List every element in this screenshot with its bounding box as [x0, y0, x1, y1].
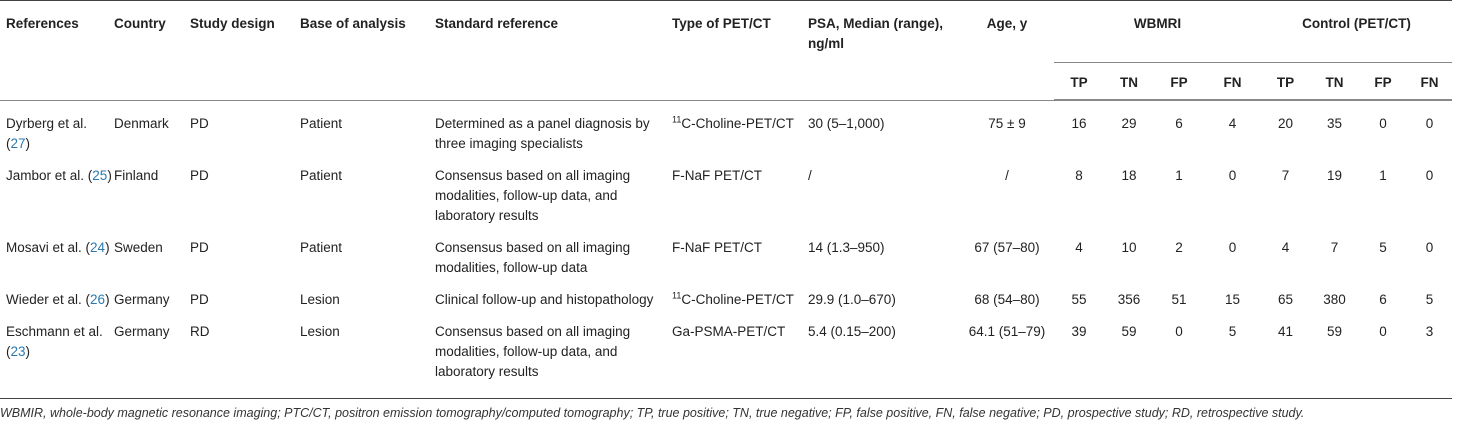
- cell-country: Germany: [114, 324, 170, 339]
- cell-reference: Mosavi et al. (24): [6, 240, 110, 255]
- cell-pet-type: [672, 227, 808, 279]
- cell-wbmri-tn: 10: [1121, 240, 1137, 255]
- header-wbmri: WBMRI: [1054, 1, 1261, 63]
- cell-pet-type: [672, 311, 808, 383]
- cell-control-fp: 6: [1379, 292, 1387, 307]
- cell-reference: Eschmann et al. (23): [6, 324, 103, 359]
- reference-link[interactable]: 23: [10, 344, 26, 359]
- cell-control-fp: 1: [1379, 168, 1387, 183]
- cell-base: Patient: [300, 240, 343, 255]
- reference-name: Mosavi et al.: [6, 240, 82, 255]
- cell-base: Patient: [300, 168, 343, 183]
- pet-type-text: C-Choline-PET/CT: [681, 292, 794, 307]
- isotope-superscript: 11: [672, 114, 682, 125]
- cell-design: RD: [190, 324, 210, 339]
- cell-base: Lesion: [300, 292, 340, 307]
- cell-base: Lesion: [300, 324, 340, 339]
- cell-wbmri-tn: 356: [1117, 292, 1141, 307]
- cell-design: PD: [190, 292, 209, 307]
- reference-link[interactable]: 24: [90, 240, 106, 255]
- cell-control-fn: 3: [1425, 324, 1434, 339]
- cell-control-fn: 0: [1425, 240, 1434, 255]
- reference-link[interactable]: 27: [10, 136, 26, 151]
- cell-standard: Consensus based on all imaging modalities, follow-up data, and laboratory results: [435, 168, 631, 223]
- cell-wbmri-fn: 4: [1228, 116, 1237, 131]
- cell-control-fn: 0: [1425, 116, 1434, 131]
- cell-control-tn: 35: [1326, 116, 1343, 131]
- cell-control-tp: 65: [1277, 292, 1294, 307]
- header-wbmri-tp: TP: [1054, 63, 1104, 100]
- reference-name: Eschmann et al.: [6, 324, 103, 339]
- isotope-superscript: 11: [672, 290, 682, 301]
- header-control-tp: TP: [1261, 63, 1310, 100]
- pet-type-text: Ga-PSMA-PET/CT: [672, 324, 786, 339]
- table-row: [0, 311, 1452, 383]
- cell-country: Germany: [114, 292, 170, 307]
- header-wbmri-tn: TN: [1104, 63, 1154, 100]
- cell-control-tp: 20: [1277, 116, 1294, 131]
- cell-pet-type: [672, 101, 808, 156]
- cell-design: PD: [190, 116, 209, 131]
- cell-age: 75 ± 9: [988, 116, 1026, 131]
- header-pet-type: Type of PET/CT: [672, 16, 771, 31]
- cell-age: 68 (54–80): [974, 292, 1040, 307]
- cell-pet-type: [672, 279, 808, 311]
- cell-control-tp: 7: [1281, 168, 1290, 183]
- cell-control-fp: 5: [1379, 240, 1387, 255]
- cell-reference: Dyrberg et al. (27): [6, 116, 88, 151]
- cell-base: Patient: [300, 116, 343, 131]
- header-country: Country: [114, 16, 166, 31]
- cell-control-fp: 0: [1379, 116, 1387, 131]
- cell-control-fp: 0: [1379, 324, 1387, 339]
- cell-control-fn: 0: [1425, 168, 1434, 183]
- cell-wbmri-tp: 8: [1075, 168, 1083, 183]
- pet-type-text: F-NaF PET/CT: [672, 168, 762, 183]
- cell-design: PD: [190, 240, 209, 255]
- cell-control-tn: 380: [1323, 292, 1346, 307]
- table-row: [0, 101, 1452, 156]
- cell-control-tp: 4: [1281, 240, 1290, 255]
- cell-psa: 29.9 (1.0–670): [808, 292, 896, 307]
- cell-design: PD: [190, 168, 209, 183]
- header-control-fp: FP: [1359, 63, 1407, 100]
- header-control: Control (PET/CT): [1261, 1, 1452, 63]
- cell-wbmri-tp: 55: [1071, 292, 1087, 307]
- header-psa: PSA, Median (range), ng/ml: [808, 16, 944, 51]
- cell-wbmri-fn: 5: [1228, 324, 1237, 339]
- cell-control-tn: 59: [1326, 324, 1343, 339]
- cell-standard: Clinical follow-up and histopathology: [435, 292, 654, 307]
- header-wbmri-fp: FP: [1154, 63, 1204, 100]
- cell-control-tp: 41: [1277, 324, 1294, 339]
- table-row: [0, 155, 1452, 227]
- cell-pet-type: [672, 155, 808, 227]
- cell-psa: 14 (1.3–950): [808, 240, 885, 255]
- reference-name: Jambor et al.: [6, 168, 85, 183]
- reference-name: Wieder et al.: [6, 292, 82, 307]
- header-wbmri-fn: FN: [1204, 63, 1261, 100]
- cell-wbmri-tn: 29: [1121, 116, 1137, 131]
- header-control-fn: FN: [1407, 63, 1452, 100]
- pet-type-text: C-Choline-PET/CT: [681, 116, 794, 131]
- cell-control-fn: 5: [1425, 292, 1434, 307]
- cell-wbmri-tn: 59: [1121, 324, 1137, 339]
- header-references: References: [6, 16, 79, 31]
- cell-psa: 5.4 (0.15–200): [808, 324, 896, 339]
- cell-country: Sweden: [114, 240, 163, 255]
- table-row: [0, 279, 1452, 311]
- cell-wbmri-tp: 4: [1075, 240, 1083, 255]
- cell-wbmri-fp: 1: [1175, 168, 1183, 183]
- reference-link[interactable]: 25: [92, 168, 108, 183]
- cell-psa: /: [808, 168, 812, 183]
- header-control-tn: TN: [1310, 63, 1359, 100]
- reference-name: Dyrberg et al.: [6, 116, 88, 131]
- table-footnote: WBMIR, whole-body magnetic resonance imaging; PTC/CT, positron emission tomography/computed tomography; TP, true positive; TN, true negative; FP, false positive, FN, false negative; PD, prospective study; RD, retrospective study.: [0, 406, 1305, 420]
- header-standard: Standard reference: [435, 16, 559, 31]
- cell-age: 64.1 (51–79): [968, 324, 1046, 339]
- pet-type-text: F-NaF PET/CT: [672, 240, 762, 255]
- cell-standard: Determined as a panel diagnosis by three imaging specialists: [435, 116, 650, 151]
- cell-control-tn: 19: [1326, 168, 1343, 183]
- cell-wbmri-fn: 0: [1228, 168, 1237, 183]
- cell-standard: Consensus based on all imaging modalities, follow-up data, and laboratory results: [435, 324, 631, 379]
- cell-wbmri-fp: 0: [1175, 324, 1183, 339]
- cell-wbmri-fp: 2: [1175, 240, 1183, 255]
- header-study-design: Study design: [190, 16, 275, 31]
- cell-wbmri-fn: 15: [1224, 292, 1241, 307]
- header-age: Age, y: [986, 16, 1028, 31]
- cell-wbmri-fp: 6: [1175, 116, 1183, 131]
- cell-psa: 30 (5–1,000): [808, 116, 885, 131]
- cell-age: /: [1005, 168, 1009, 183]
- cell-reference: Jambor et al. (25): [6, 168, 112, 183]
- header-row-1: [0, 1, 1452, 63]
- reference-link[interactable]: 26: [90, 292, 106, 307]
- cell-wbmri-fn: 0: [1228, 240, 1237, 255]
- table-row: [0, 227, 1452, 279]
- cell-wbmri-fp: 51: [1171, 292, 1187, 307]
- cell-wbmri-tp: 39: [1071, 324, 1087, 339]
- cell-age: 67 (57–80): [974, 240, 1040, 255]
- cell-standard: Consensus based on all imaging modalities, follow-up data: [435, 240, 631, 275]
- bottom-rule: [0, 398, 1452, 399]
- header-base: Base of analysis: [300, 16, 406, 31]
- cell-wbmri-tn: 18: [1121, 168, 1137, 183]
- cell-country: Denmark: [114, 116, 169, 131]
- cell-control-tn: 7: [1330, 240, 1339, 255]
- cell-country: Finland: [114, 168, 159, 183]
- cell-reference: Wieder et al. (26): [6, 292, 110, 307]
- cell-wbmri-tp: 16: [1071, 116, 1087, 131]
